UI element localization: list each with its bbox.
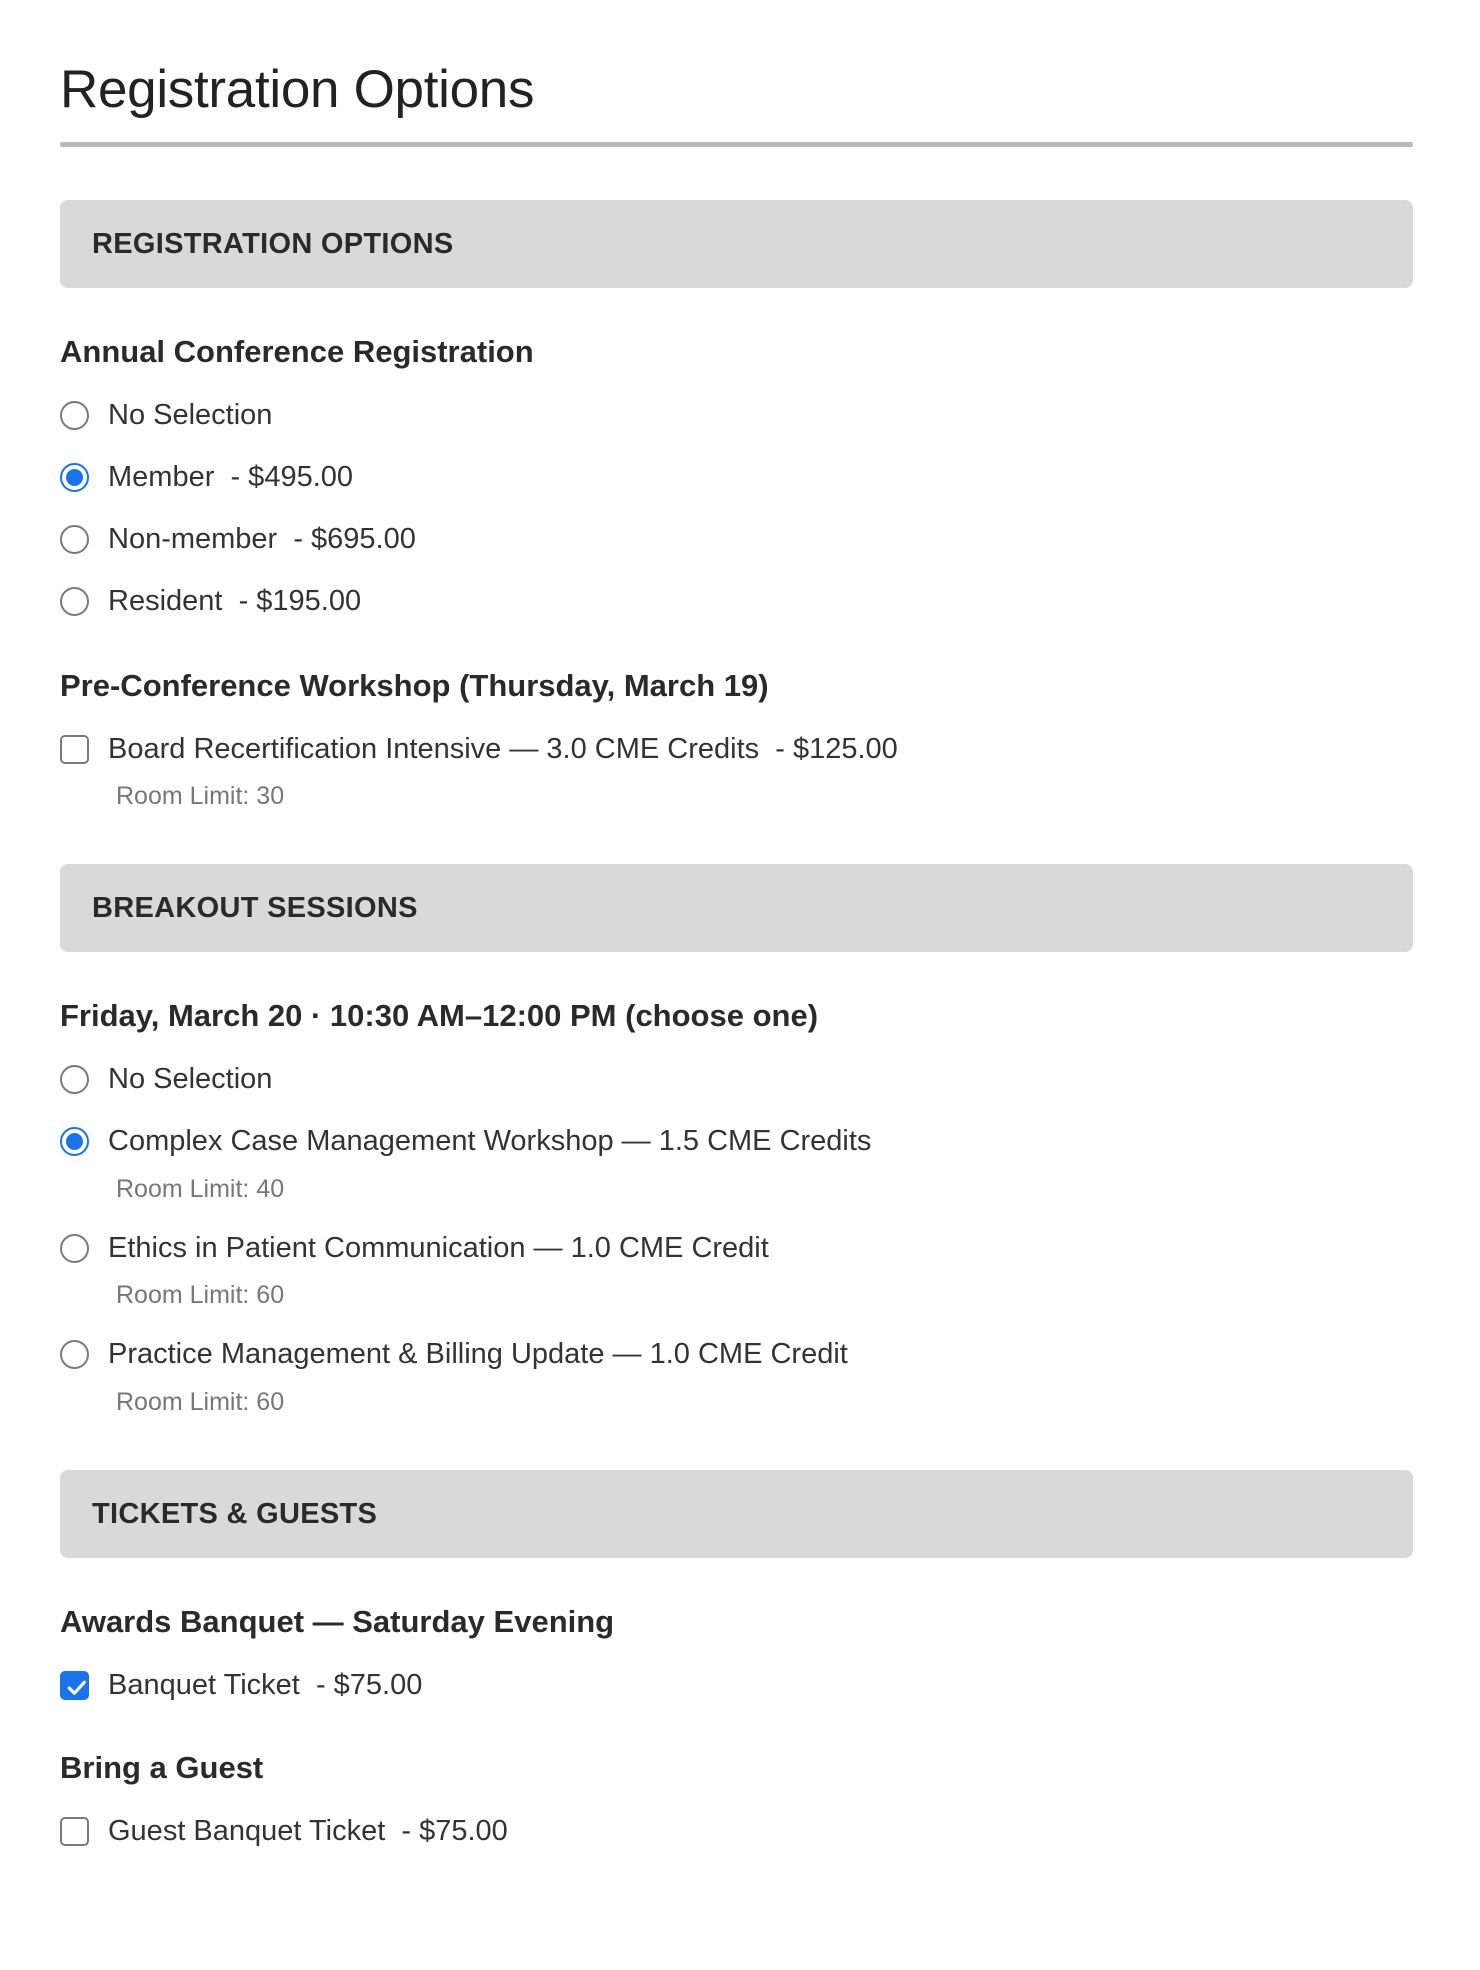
section-header-tickets-guests: TICKETS & GUESTS: [60, 1470, 1413, 1558]
radio-label: Non-member - $695.00: [108, 522, 416, 555]
checkmark-icon: [64, 1675, 89, 1700]
group-title-annual-registration: Annual Conference Registration: [60, 334, 534, 369]
title-divider: [60, 142, 1413, 147]
radio-label: No Selection: [108, 1062, 273, 1095]
radio-label: Member - $495.00: [108, 460, 354, 493]
page-title: Registration Options: [60, 60, 535, 119]
radio-button-selected[interactable]: [60, 463, 89, 492]
radio-option-practice-management[interactable]: [60, 1334, 848, 1374]
radio-option-resident[interactable]: [60, 581, 361, 621]
checkbox-option-guest-banquet-ticket[interactable]: [60, 1811, 508, 1851]
room-limit-text: Room Limit: 60: [116, 1281, 285, 1309]
group-title-pre-conference-workshop: Pre-Conference Workshop (Thursday, March 19): [60, 668, 769, 703]
checkbox[interactable]: [60, 735, 89, 764]
radio-label: No Selection: [108, 398, 273, 431]
checkbox-option-board-recertification[interactable]: [60, 729, 898, 769]
radio-button[interactable]: [60, 1065, 89, 1094]
radio-button[interactable]: [60, 1340, 89, 1369]
radio-button-selected[interactable]: [60, 1127, 89, 1156]
radio-option-complex-case-management[interactable]: [60, 1121, 871, 1161]
checkbox[interactable]: [60, 1817, 89, 1846]
group-title-friday-session: Friday, March 20 · 10:30 AM–12:00 PM (choose one): [60, 998, 819, 1033]
radio-option-no-selection[interactable]: [60, 1059, 272, 1099]
checkbox-option-banquet-ticket[interactable]: [60, 1665, 422, 1705]
room-limit-text: Room Limit: 60: [116, 1388, 285, 1416]
room-limit-text: Room Limit: 40: [116, 1175, 285, 1203]
section-header-registration: REGISTRATION OPTIONS: [60, 200, 1413, 288]
room-limit-text: Room Limit: 30: [116, 782, 285, 810]
radio-option-non-member[interactable]: [60, 519, 416, 559]
radio-option-member[interactable]: [60, 457, 353, 497]
radio-button[interactable]: [60, 1234, 89, 1263]
checkbox-label: Banquet Ticket - $75.00: [108, 1668, 423, 1701]
radio-option-no-selection[interactable]: [60, 395, 272, 435]
checkbox-label: Board Recertification Intensive — 3.0 CME Credits - $125.00: [108, 732, 898, 765]
radio-button[interactable]: [60, 587, 89, 616]
section-header-breakout: BREAKOUT SESSIONS: [60, 864, 1413, 952]
checkbox-checked[interactable]: [60, 1671, 89, 1700]
radio-label: Resident - $195.00: [108, 584, 362, 617]
radio-button[interactable]: [60, 401, 89, 430]
group-title-awards-banquet: Awards Banquet — Saturday Evening: [60, 1604, 615, 1639]
radio-label: Ethics in Patient Communication — 1.0 CME Credit: [108, 1231, 769, 1264]
checkbox-label: Guest Banquet Ticket - $75.00: [108, 1814, 508, 1847]
radio-label: Complex Case Management Workshop — 1.5 CME Credits: [108, 1124, 872, 1157]
radio-option-ethics-communication[interactable]: [60, 1228, 769, 1268]
radio-label: Practice Management & Billing Update — 1.0 CME Credit: [108, 1337, 848, 1370]
group-title-bring-a-guest: Bring a Guest: [60, 1750, 264, 1785]
radio-button[interactable]: [60, 525, 89, 554]
